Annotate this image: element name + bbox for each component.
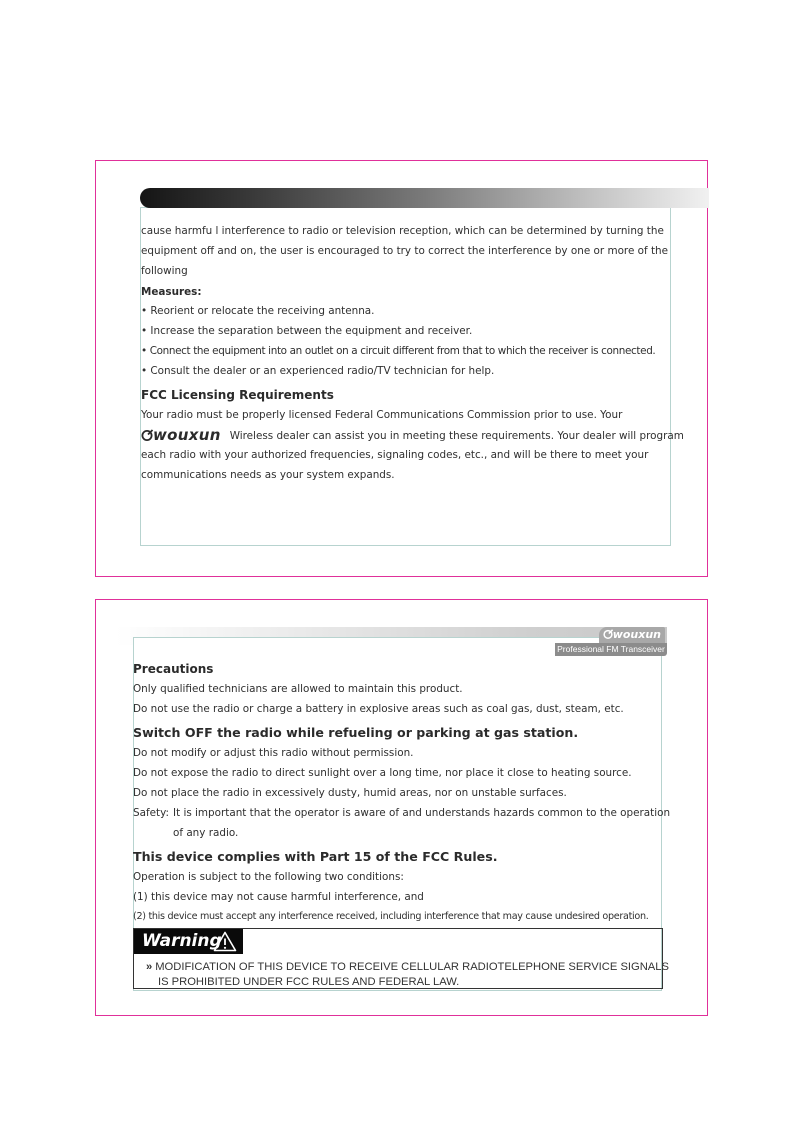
brand-logo bbox=[599, 627, 665, 643]
warning-label bbox=[134, 929, 243, 954]
intro-line: equipment off and on, the user is encouraged to try to correct the interference by one or more of the bbox=[141, 245, 669, 257]
fcc-condition: Operation is subject to the following two conditions: bbox=[133, 871, 404, 883]
fcc-condition: (1) this device may not cause harmful interference, and bbox=[133, 891, 424, 903]
switch-item: Do not expose the radio to direct sunlight over a long time, nor place it close to heating source. bbox=[133, 767, 632, 779]
precaution-item: Only qualified technicians are allowed to maintain this product. bbox=[133, 683, 463, 695]
fcc-licensing-title: FCC Licensing Requirements bbox=[141, 388, 334, 402]
measure-item: • Reorient or relocate the receiving antenna. bbox=[141, 305, 375, 317]
intro-line: following bbox=[141, 265, 188, 277]
brand-badge bbox=[555, 627, 667, 658]
measure-item: • Increase the separation between the equipment and receiver. bbox=[141, 325, 473, 337]
page-frame-bottom bbox=[95, 599, 708, 1016]
brand-tagline: Professional FM Transceiver bbox=[555, 643, 667, 656]
safety-continuation: of any radio. bbox=[173, 827, 239, 839]
measures-title: Measures: bbox=[141, 286, 202, 298]
warning-triangle-icon bbox=[213, 931, 237, 952]
warning-line bbox=[146, 960, 669, 975]
warning-box bbox=[133, 928, 669, 989]
fcc-line: Your radio must be properly licensed Federal Communications Commission prior to use. Your bbox=[141, 409, 623, 421]
switch-item: Do not modify or adjust this radio without permission. bbox=[133, 747, 414, 759]
precautions-title: Precautions bbox=[133, 662, 214, 676]
fcc-line: each radio with your authorized frequencies, signaling codes, etc., and will be there to meet your bbox=[141, 449, 649, 461]
switch-item: Do not place the radio in excessively dusty, humid areas, nor on unstable surfaces. bbox=[133, 787, 567, 799]
intro-line: cause harmfu l interference to radio or television reception, which can be determined by turning the bbox=[141, 225, 664, 237]
fcc-line-text: Wireless dealer can assist you in meeting these requirements. Your dealer will program bbox=[229, 430, 684, 442]
safety-text: It is important that the operator is aware of and understands hazards common to the operation bbox=[173, 807, 671, 819]
measure-item: • Connect the equipment into an outlet on a circuit different from that to which the receiver is connected. bbox=[141, 345, 656, 357]
logo-swoosh-icon bbox=[141, 429, 153, 441]
fcc-line: communications needs as your system expands. bbox=[141, 469, 395, 481]
warning-text bbox=[146, 960, 669, 990]
wouxun-logo bbox=[141, 425, 221, 445]
warning-label-text: Warning bbox=[142, 931, 222, 951]
fcc-line-with-logo bbox=[141, 425, 684, 445]
warning-line-text: MODIFICATION OF THIS DEVICE TO RECEIVE CELLULAR RADIOTELEPHONE SERVICE SIGNALS bbox=[155, 961, 669, 973]
header-gradient-bar bbox=[140, 188, 709, 208]
logo-text: wouxun bbox=[153, 426, 221, 444]
measure-item: • Consult the dealer or an experienced radio/TV technician for help. bbox=[141, 365, 495, 377]
safety-row bbox=[133, 803, 673, 823]
fcc-condition: (2) this device must accept any interference received, including interference that may cause undesired operation. bbox=[133, 911, 649, 922]
safety-label: Safety: bbox=[133, 807, 169, 819]
page1-content bbox=[141, 221, 684, 485]
fcc-rules-title: This device complies with Part 15 of the FCC Rules. bbox=[133, 849, 498, 864]
logo-swoosh-icon bbox=[603, 629, 613, 639]
warning-line: IS PROHIBITED UNDER FCC RULES AND FEDERAL LAW. bbox=[158, 976, 460, 988]
page-frame-top bbox=[95, 160, 708, 577]
brand-logo-text: wouxun bbox=[612, 628, 661, 641]
precaution-item: Do not use the radio or charge a battery in explosive areas such as coal gas, dust, steam, etc. bbox=[133, 703, 624, 715]
page2-content bbox=[133, 659, 673, 927]
double-chevron-icon: » bbox=[146, 961, 153, 973]
switch-off-title: Switch OFF the radio while refueling or parking at gas station. bbox=[133, 725, 579, 740]
